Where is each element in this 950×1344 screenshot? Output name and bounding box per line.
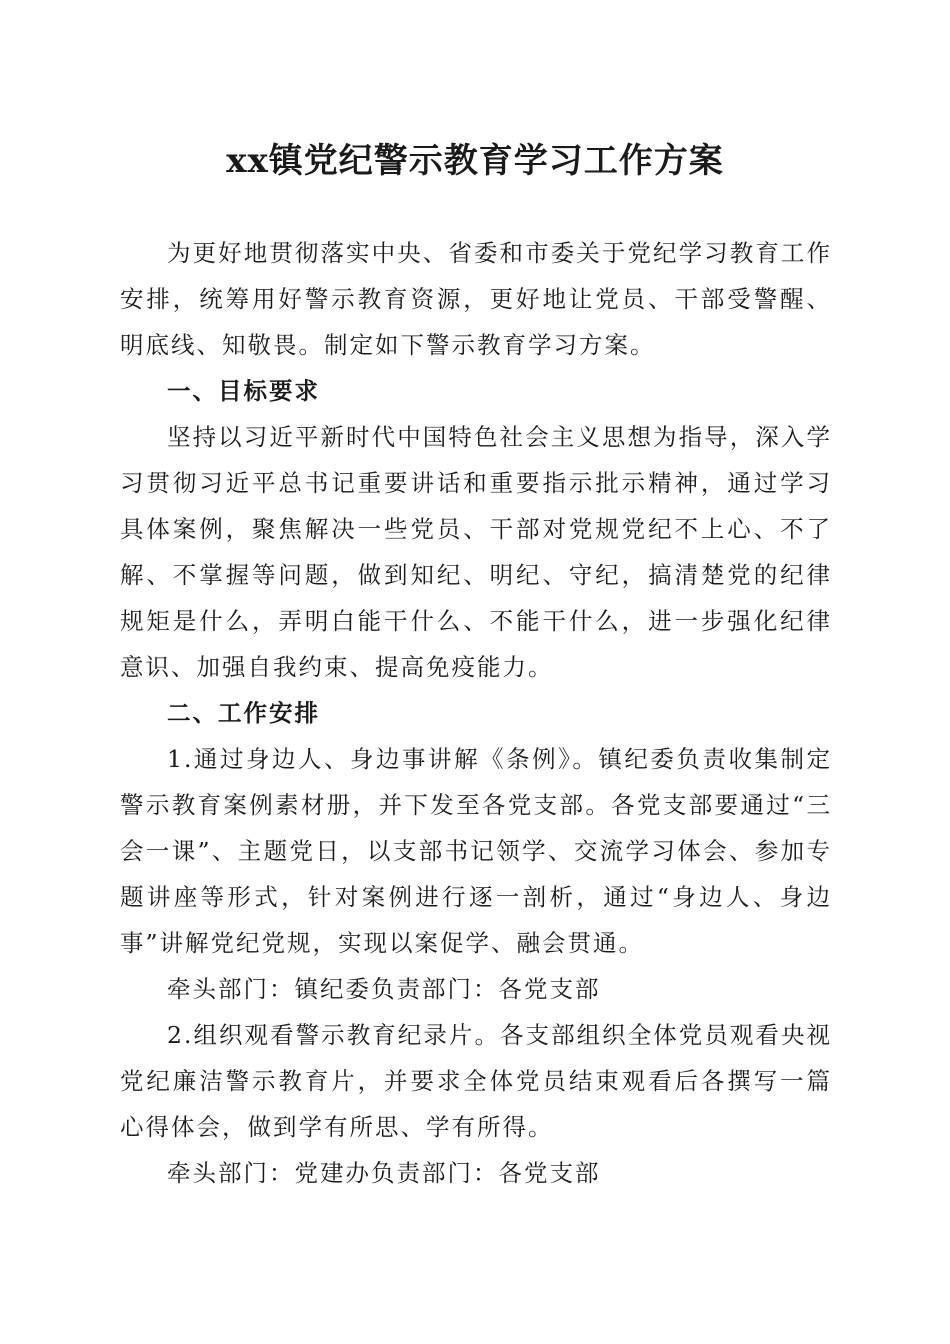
intro-paragraph: 为更好地贯彻落实中央、省委和市委关于党纪学习教育工作安排，统筹用好警示教育资源，更好地让党员、干部受警醒、明底线、知敬畏。制定如下警示教育学习方案。: [120, 239, 832, 359]
arrangement-item-2-lead-department: 牵头部门：党建办负责部门：各党支部: [167, 1159, 601, 1187]
arrangement-item-1: 1.通过身边人、身边事讲解《条例》。镇纪委负责收集制定警示教育案例素材册，并下发至各党支部。各党支部要通过“三会一课”、主题党日，以支部书记领学、交流学习体会、参加专题讲座等形式，针对案例进行逐一剖析，通过“身边人、身边事”讲解党纪党规，实现以案促学、融会贯通。: [120, 745, 832, 957]
arrangement-item-2: 2.组织观看警示教育纪录片。各支部组织全体党员观看央视党纪廉洁警示教育片，并要求全体党员结束观看后各撰写一篇心得体会，做到学有所思、学有所得。: [120, 1021, 832, 1141]
arrangement-item-1-lead-department: 牵头部门：镇纪委负责部门：各党支部: [167, 975, 601, 1003]
document-body: [120, 230, 832, 1196]
document-title: xx镇党纪警示教育学习工作方案: [226, 141, 724, 181]
section-heading-goals: 一、目标要求: [167, 377, 320, 405]
section-heading-arrangements: 二、工作安排: [167, 699, 320, 727]
goals-paragraph: 坚持以习近平新时代中国特色社会主义思想为指导，深入学习贯彻习近平总书记重要讲话和重要指示批示精神，通过学习具体案例，聚焦解决一些党员、干部对党规党纪不上心、不了解、不掌握等问题，做到知纪、明纪、守纪，搞清楚党的纪律规矩是什么，弄明白能干什么、不能干什么，进一步强化纪律意识、加强自我约束、提高免疫能力。: [120, 423, 832, 681]
